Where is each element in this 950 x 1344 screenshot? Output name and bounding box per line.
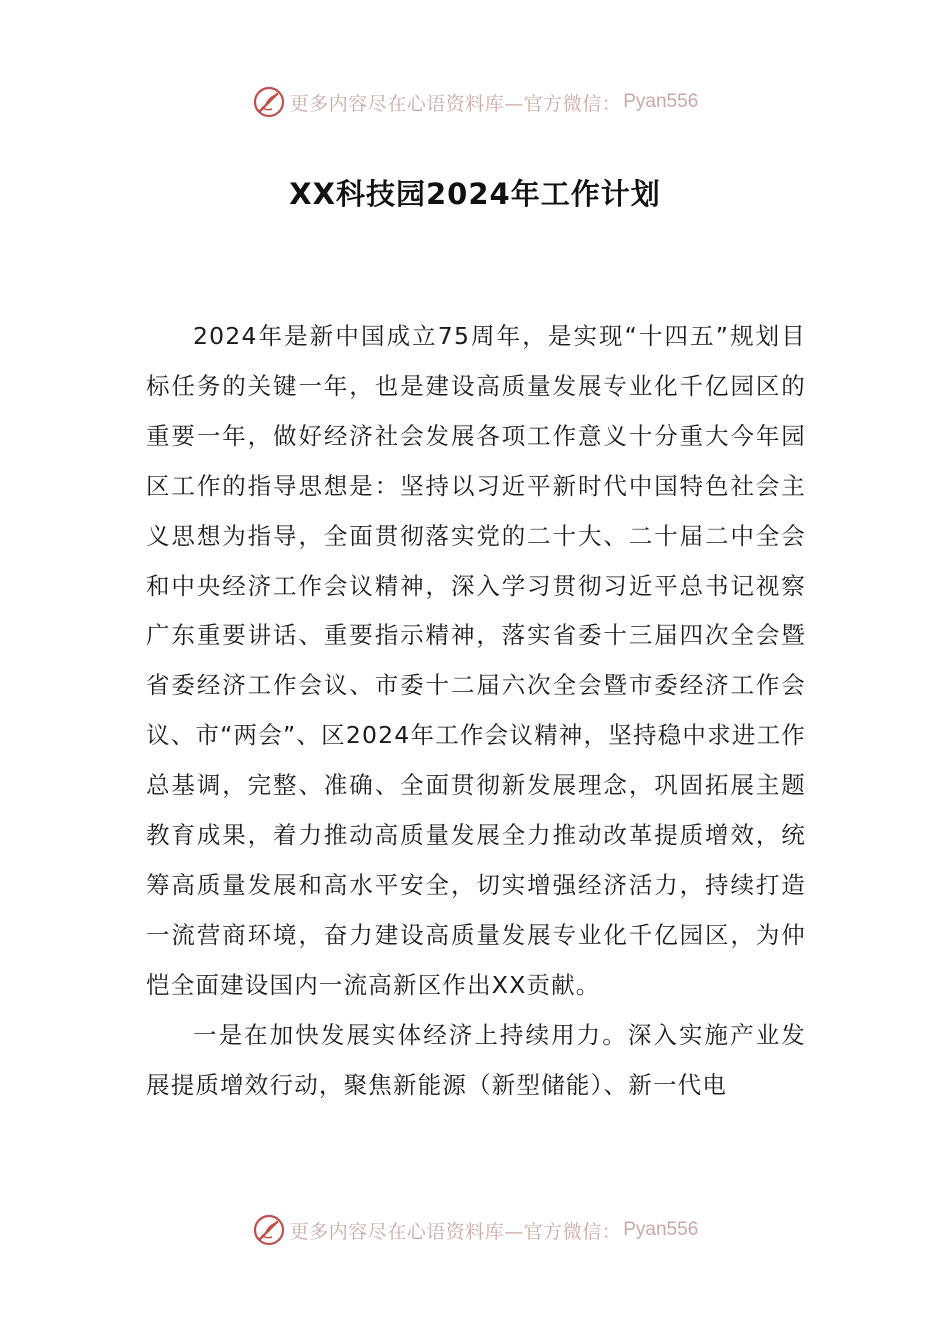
document-body	[146, 312, 806, 1111]
watermark-wechat-id: Pyan556	[623, 1219, 699, 1240]
quill-logo-icon	[252, 1213, 286, 1247]
watermark-banner-top	[0, 82, 950, 122]
watermark-text: 更多内容尽在心语资料库—官方微信：	[289, 1220, 622, 1243]
quill-logo-icon	[252, 85, 286, 119]
watermark-banner-bottom	[0, 1210, 950, 1250]
paragraph: 2024年是新中国成立75周年，是实现“十四五”规划目标任务的关键一年，也是建设高质量发展专业化千亿园区的重要一年，做好经济社会发展各项工作意义十分重大今年园区工作的指导思想是：坚持以习近平新时代中国特色社会主义思想为指导，全面贯彻落实党的二十大、二十届二中全会和中央经济工作会议精神，深入学习贯彻习近平总书记视察广东重要讲话、重要指示精神，落实省委十三届四次全会暨省委经济工作会议、市委十二届六次全会暨市委经济工作会议、市“两会”、区2024年工作会议精神，坚持稳中求进工作总基调，完整、准确、全面贯彻新发展理念，巩固拓展主题教育成果，着力推动高质量发展全力推动改革提质增效，统筹高质量发展和高水平安全，切实增强经济活力，持续打造一流营商环境，奋力建设高质量发展专业化千亿园区，为仲恺全面建设国内一流高新区作出XX贡献。	[146, 322, 806, 999]
document-title: XX科技园2024年工作计划	[289, 177, 661, 211]
paragraph: 一是在加快发展实体经济上持续用力。深入实施产业发展提质增效行动，聚焦新能源（新型储能）、新一代电	[146, 1020, 806, 1099]
watermark-text: 更多内容尽在心语资料库—官方微信：	[289, 92, 622, 115]
watermark-wechat-id: Pyan556	[623, 91, 699, 112]
